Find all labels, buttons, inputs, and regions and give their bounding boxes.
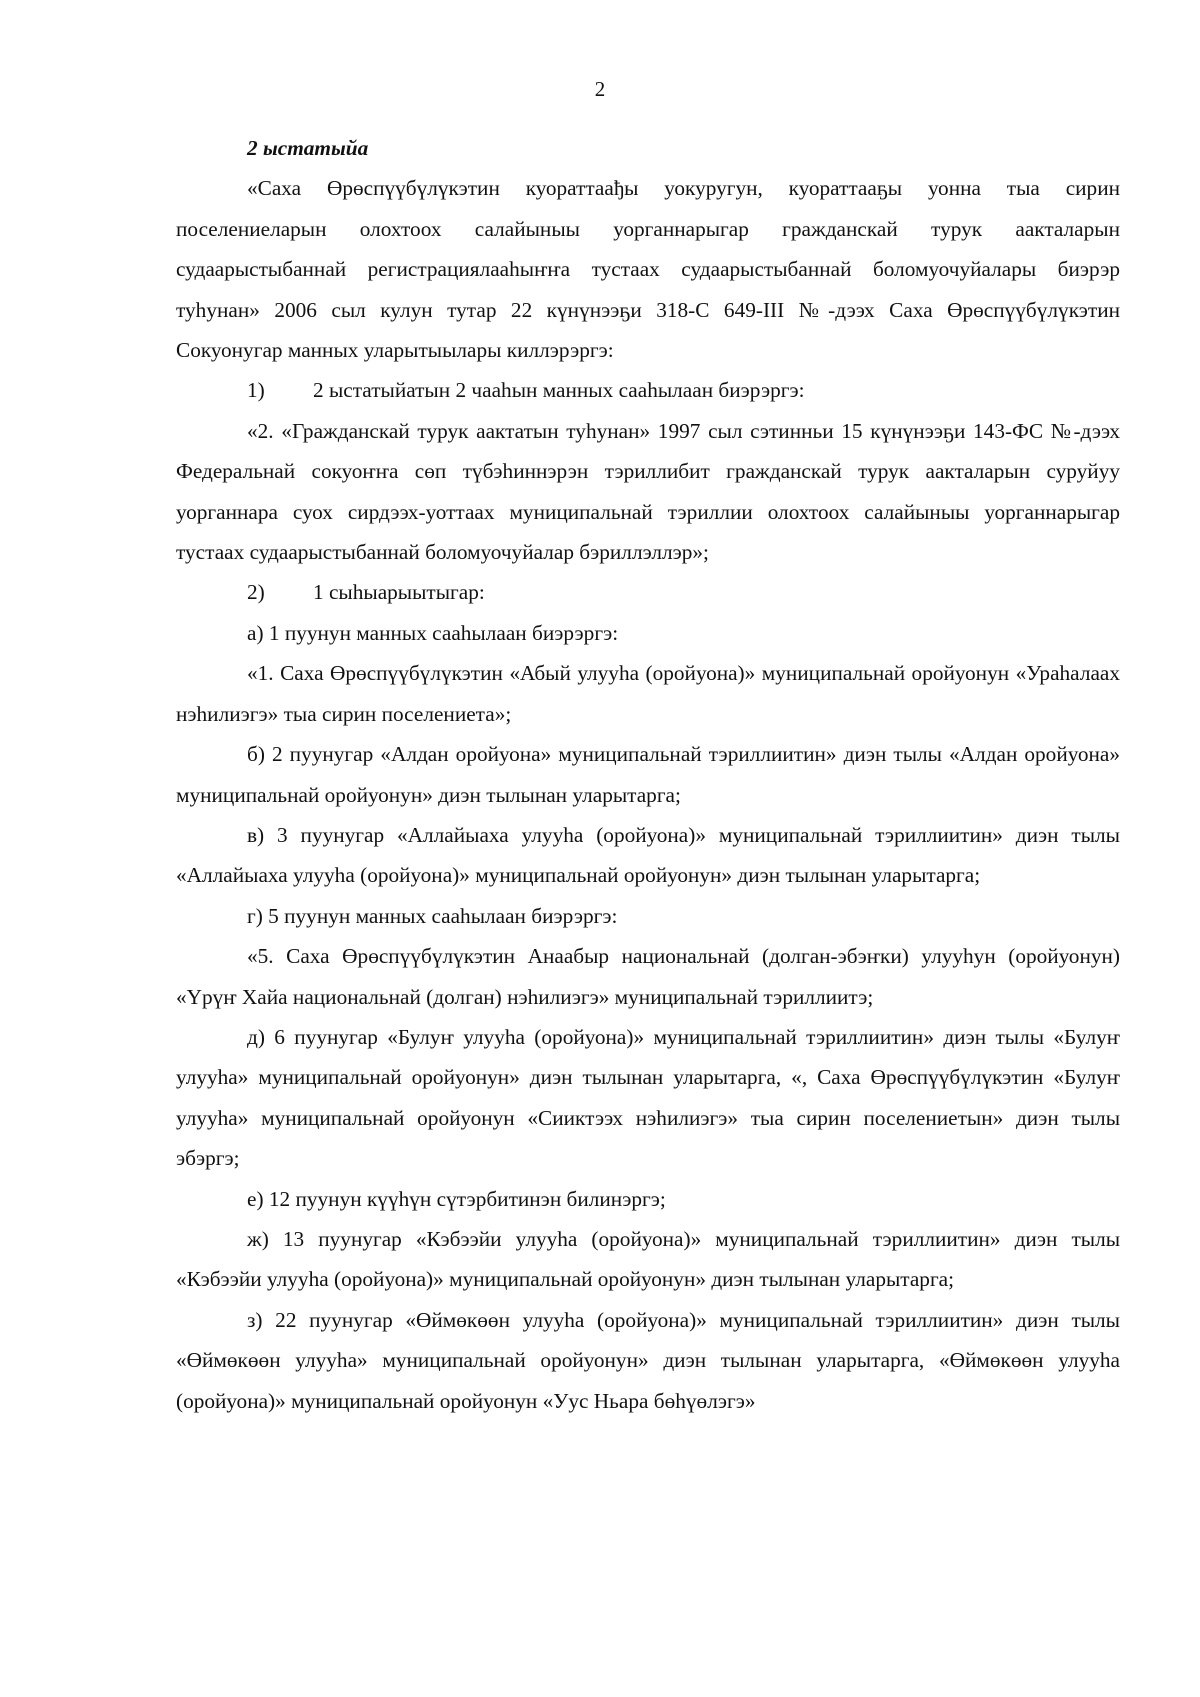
paragraph-e: е) 12 пуунун күүһүн сүтэрбитинэн билинэргэ; bbox=[247, 1186, 666, 1211]
paragraph-g: г) 5 пуунун манных сааһылаан биэрэргэ: bbox=[247, 903, 618, 928]
paragraph-quote-5: «5. Саха Өрөспүүбүлүкэтин Анаабыр национальнай (долган-эбэҥки) улууһун (оройуонун) «Үрүҥ Хайа национальнай (долган) нэһилиэгэ» муниципальнай тэриллиитэ; bbox=[176, 944, 1120, 1009]
item-number: 1) bbox=[247, 378, 265, 403]
paragraph-b: б) 2 пуунугар «Алдан оройуона» муниципальнай тэриллиитин» диэн тылы «Алдан оройуона» муниципальнай оройуонун» диэн тылынан уларытарга; bbox=[176, 742, 1120, 807]
document-body bbox=[176, 128, 1120, 1421]
paragraph-intro: «Саха Өрөспүүбүлүкэтин куораттаађы уокуругун, куораттааҕы уонна тыа сирин поселениеларын олохтоох салайыныы уорганнарыгар гражданскай турук аакталарын судаарыстыбаннай регистрациялааһыҥҥа тустаах судаарыстыбаннай боломуочуйалары биэрэр туһунан» 2006 сыл кулун тутар 22 күнүнээҕи 318-С 649-III №-дээх Саха Өрөспүүбүлүкэтин Сокуонугар манных уларытыылары киллэрэргэ: bbox=[176, 176, 1120, 363]
item-text: 1 сыһыарыытыгар: bbox=[313, 580, 485, 605]
paragraph-quote-1: «1. Саха Өрөспүүбүлүкэтин «Абый улууһа (оройуона)» муниципальнай оройуонун «Ураһалаах нэһилиэгэ» тыа сирин поселениета»; bbox=[176, 661, 1120, 726]
item-text: 2 ыстатыйатын 2 чааһын манных сааһылаан биэрэргэ: bbox=[313, 378, 805, 403]
item-number: 2) bbox=[247, 580, 265, 605]
numbered-item-1 bbox=[176, 370, 1120, 410]
paragraph-v: в) 3 пуунугар «Аллайыаха улууһа (оройуона)» муниципальнай тэриллиитин» диэн тылы «Аллайыаха улууһа (оройуона)» муниципальнай оройуонун» диэн тылынан уларытарга; bbox=[176, 822, 1120, 888]
paragraph-zh: ж) 13 пуунугар «Кэбээйи улууһа (оройуона)» муниципальнай тэриллиитин» диэн тылы «Кэбээйи улууһа (оройуона)» муниципальнай оройуонун» диэн тылынан уларытарга; bbox=[176, 1226, 1120, 1292]
numbered-item-2 bbox=[176, 572, 1120, 612]
paragraph-z: з) 22 пуунугар «Өймөкөөн улууһа (оройуона)» муниципальнай тэриллиитин» диэн тылы «Өймөкөөн улууһа» муниципальнай оройуонун» диэн тылынан уларытарга, «Өймөкөөн улууһа (оройуона)» муниципальнай оройуонун «Уус Ньара бөһүөлэгэ» bbox=[176, 1307, 1120, 1413]
paragraph-d: д) 6 пуунугар «Булуҥ улууһа (оройуона)» муниципальнай тэриллиитин» диэн тылы «Булуҥ улууһа» муниципальнай оройуонун» диэн тылынан уларытарга, «, Саха Өрөспүүбүлүкэтин «Булуҥ улууһа» муниципальнай оройуонун «Сииктээх нэһилиэгэ» тыа сирин поселениетын» диэн тылы эбэргэ; bbox=[176, 1024, 1120, 1171]
page-number: 2 bbox=[594, 77, 606, 101]
paragraph-a: а) 1 пуунун манных сааһылаан биэрэргэ: bbox=[247, 620, 619, 645]
paragraph-quote-2: «2. «Гражданскай турук аактатын туһунан» 1997 сыл сэтинньи 15 күнүнээҕи 143-ФС №-дээх Федеральнай сокуоҥҥа сөп түбэһиннэрэн тэриллибит гражданскай турук аакталарын суруйуу уорганнара суох сирдээх-уоттаах муниципальнай тэриллии олохтоох салайыныы уорганнарыгар тустаах судаарыстыбаннай боломуочуйалар бэриллэллэр»; bbox=[176, 418, 1120, 565]
article-heading: 2 ыстатыйа bbox=[247, 136, 369, 160]
